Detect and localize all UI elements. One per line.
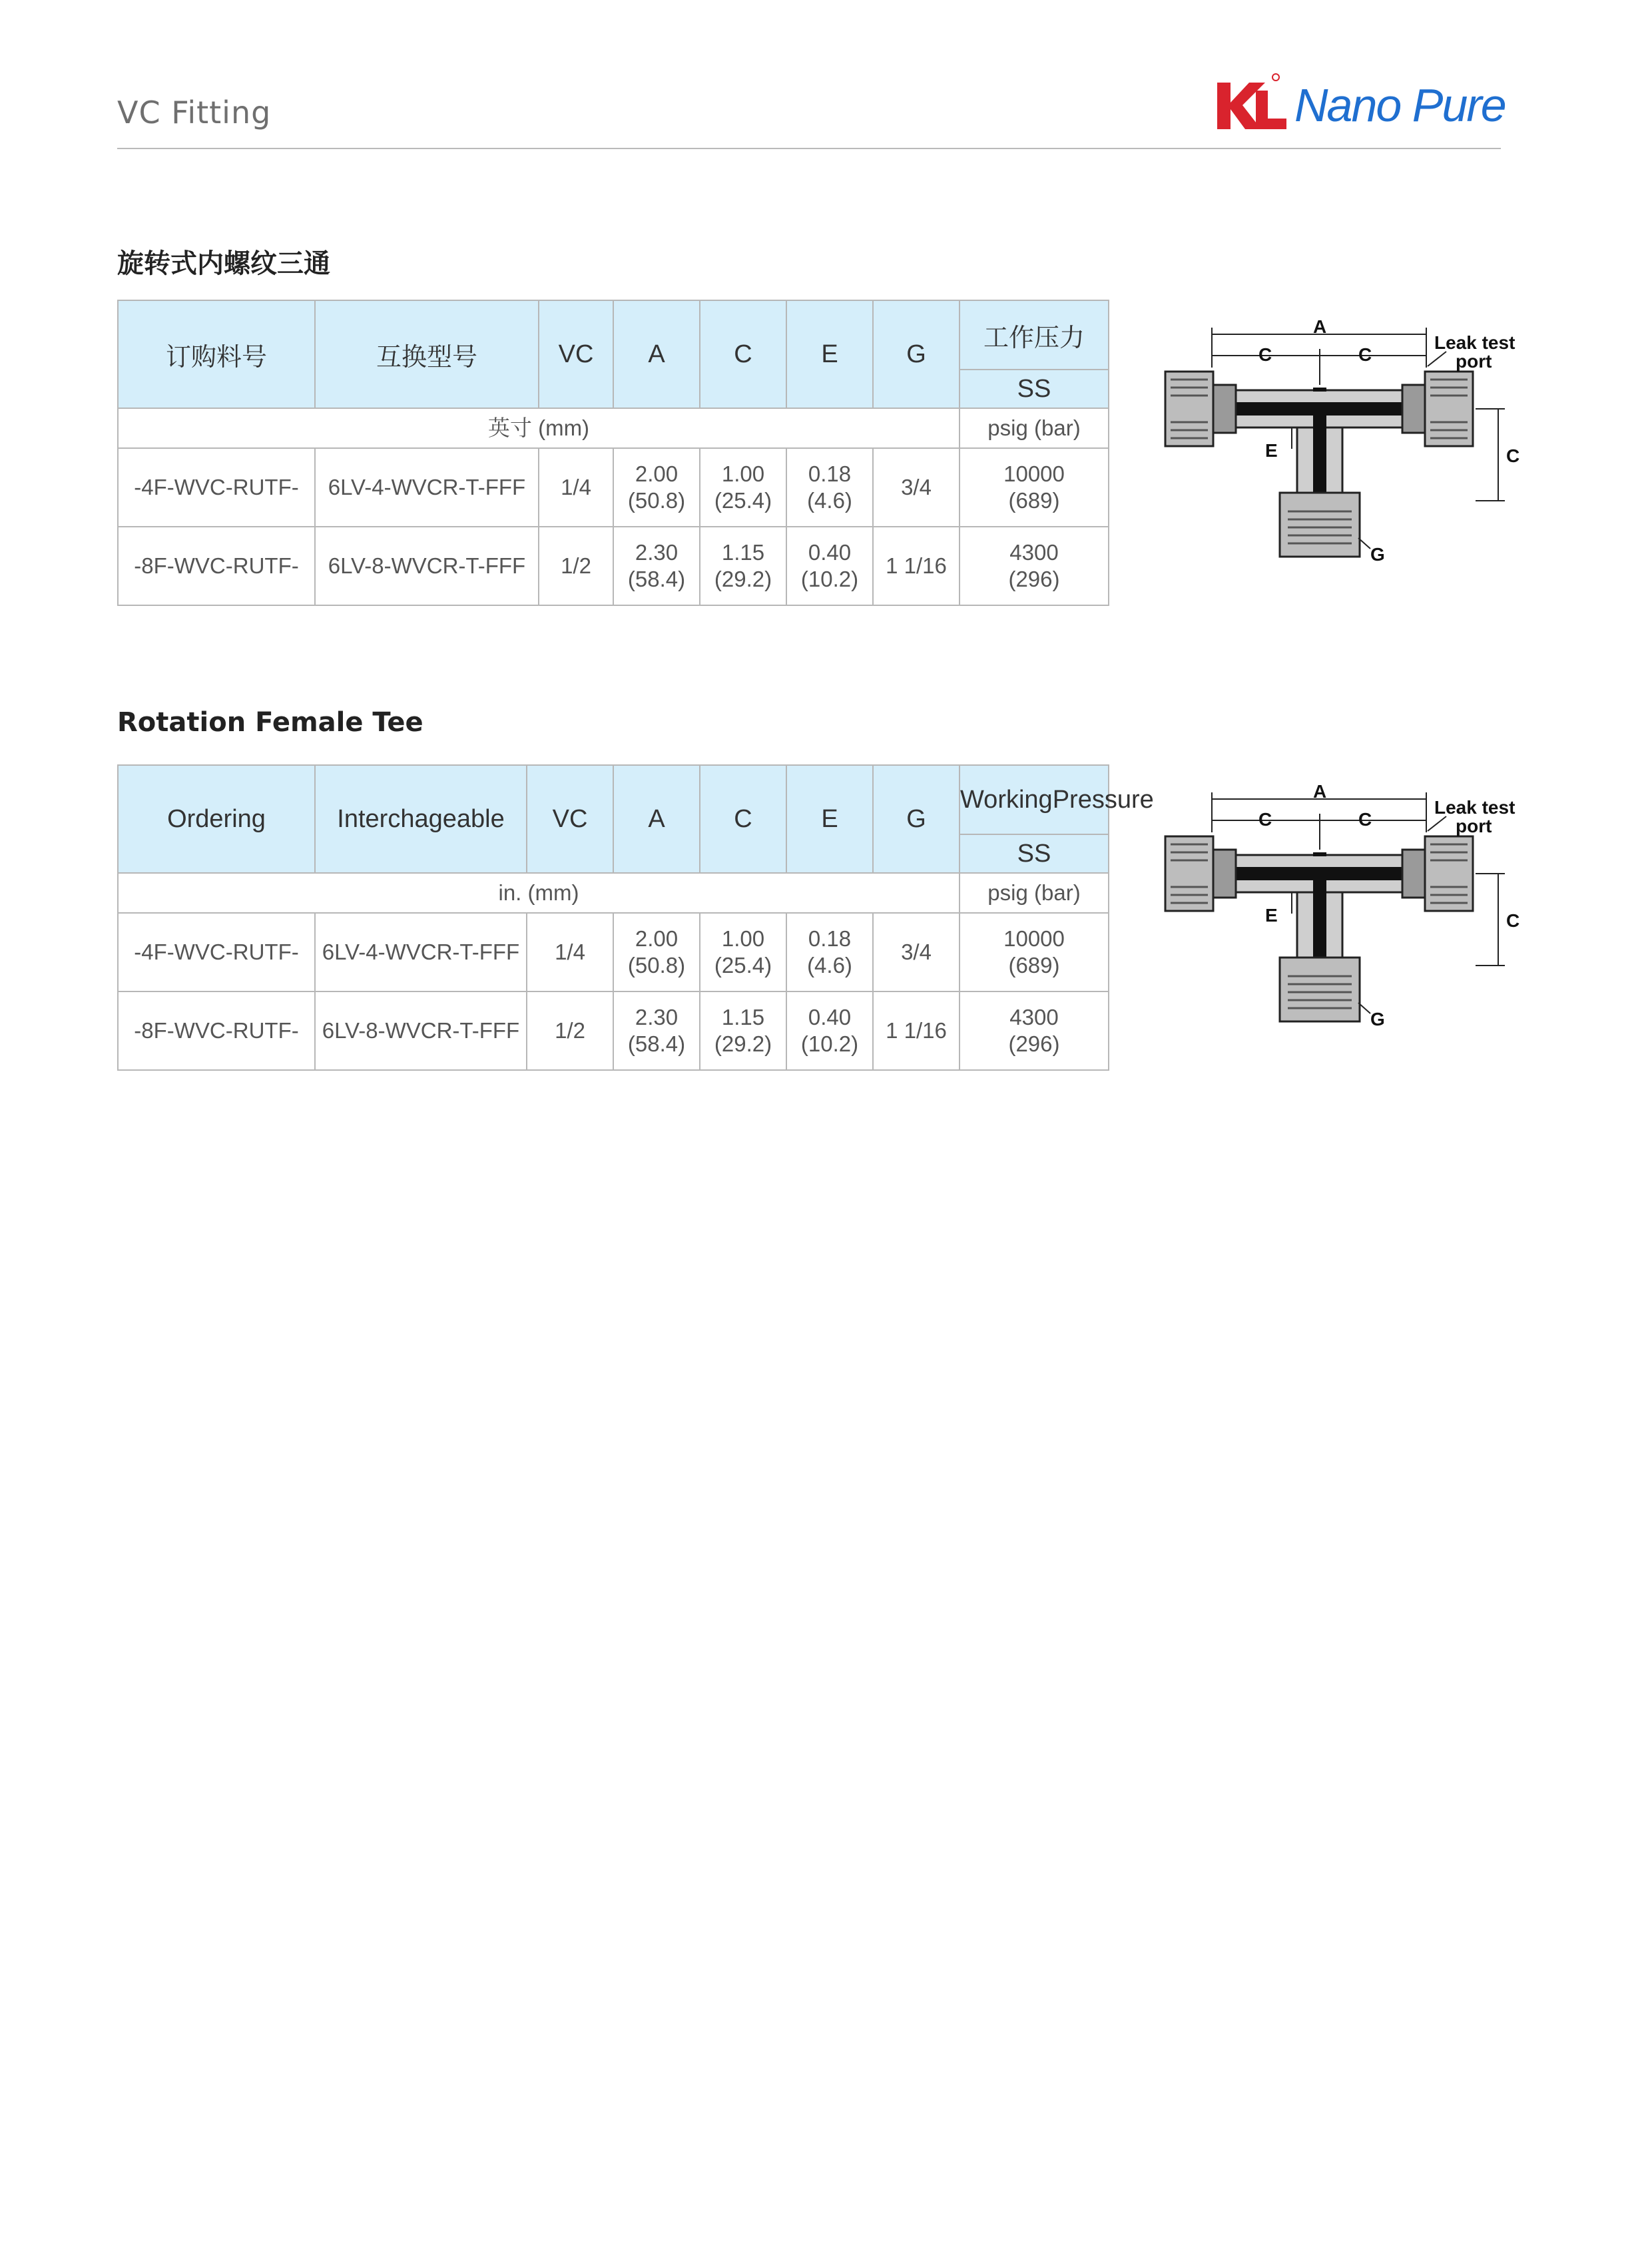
leak-test-label: Leak test: [1434, 332, 1515, 353]
header-g: G: [873, 765, 960, 873]
dim-label-c-vertical: C: [1506, 910, 1520, 931]
header-a: A: [613, 300, 700, 408]
cell-c: 1.15 (29.2): [700, 991, 786, 1070]
header-working-pressure: WorkingPressure: [960, 765, 1109, 834]
header-ordering: 订购料号: [118, 300, 315, 408]
unit-dimensions: 英寸 (mm): [118, 408, 960, 448]
dim-label-c: C: [1258, 344, 1272, 365]
unit-pressure: psig (bar): [960, 408, 1109, 448]
dim-label-c: C: [1258, 809, 1272, 830]
dim-label-c: C: [1358, 809, 1372, 830]
cell-e: 0.18 (4.6): [786, 448, 873, 527]
cell-interchangeable: 6LV-8-WVCR-T-FFF: [315, 991, 527, 1070]
cell-ordering: -8F-WVC-RUTF-: [118, 991, 315, 1070]
dim-label-e: E: [1265, 440, 1278, 461]
tee-fitting-drawing: [1159, 783, 1531, 1049]
section-title-cn: 旋转式内螺纹三通: [117, 248, 330, 279]
brand-logo: [1212, 67, 1505, 140]
cell-ordering: -4F-WVC-RUTF-: [118, 913, 315, 991]
header-vc: VC: [527, 765, 613, 873]
brand-name: Nano Pure: [1294, 79, 1506, 131]
cell-ordering: -4F-WVC-RUTF-: [118, 448, 315, 527]
header-c: C: [700, 765, 786, 873]
table-row: [118, 448, 1109, 527]
header-vc: VC: [539, 300, 613, 408]
header-c: C: [700, 300, 786, 408]
page-section-label: VC Fitting: [117, 95, 272, 131]
dim-label-c-vertical: C: [1506, 445, 1520, 466]
cell-ordering: -8F-WVC-RUTF-: [118, 527, 315, 605]
cell-a: 2.00 (50.8): [613, 448, 700, 527]
tee-fitting-diagram-cn: [1159, 318, 1531, 585]
dim-label-a: A: [1313, 783, 1327, 802]
cell-c: 1.00 (25.4): [700, 913, 786, 991]
cell-g: 1 1/16: [873, 991, 960, 1070]
cell-c: 1.00 (25.4): [700, 448, 786, 527]
cell-c: 1.15 (29.2): [700, 527, 786, 605]
cell-g: 3/4: [873, 913, 960, 991]
dim-label-g: G: [1370, 1009, 1385, 1029]
cell-g: 3/4: [873, 448, 960, 527]
leak-port-label: port: [1456, 351, 1492, 372]
header-ordering: Ordering: [118, 765, 315, 873]
dim-label-c: C: [1358, 344, 1372, 365]
unit-pressure: psig (bar): [960, 873, 1109, 913]
cell-pressure: 4300 (296): [960, 991, 1109, 1070]
cell-interchangeable: 6LV-8-WVCR-T-FFF: [315, 527, 539, 605]
cell-e: 0.18 (4.6): [786, 913, 873, 991]
cell-e: 0.40 (10.2): [786, 527, 873, 605]
table-row: [118, 913, 1109, 991]
header-e: E: [786, 300, 873, 408]
header-working-pressure: 工作压力: [960, 300, 1109, 370]
header-interchangeable: Interchageable: [315, 765, 527, 873]
header-ss: SS: [960, 834, 1109, 873]
cell-vc: 1/2: [539, 527, 613, 605]
cell-a: 2.30 (58.4): [613, 527, 700, 605]
spec-table-cn: [117, 300, 1109, 606]
header-ss: SS: [960, 370, 1109, 408]
dim-label-a: A: [1313, 318, 1327, 337]
table-row: [118, 991, 1109, 1070]
kl-logo-mark: [1212, 71, 1290, 137]
table-row: [118, 527, 1109, 605]
cell-pressure: 10000 (689): [960, 913, 1109, 991]
header-g: G: [873, 300, 960, 408]
leak-port-label: port: [1456, 816, 1492, 836]
tee-fitting-drawing: [1159, 318, 1531, 585]
cell-a: 2.00 (50.8): [613, 913, 700, 991]
header-interchangeable: 互换型号: [315, 300, 539, 408]
dim-label-g: G: [1370, 544, 1385, 565]
spec-table-en: [117, 764, 1154, 1071]
unit-dimensions: in. (mm): [118, 873, 960, 913]
cell-e: 0.40 (10.2): [786, 991, 873, 1070]
header-divider: [117, 148, 1501, 149]
cell-pressure: 10000 (689): [960, 448, 1109, 527]
leak-test-label: Leak test: [1434, 797, 1515, 818]
dim-label-e: E: [1265, 905, 1278, 926]
cell-g: 1 1/16: [873, 527, 960, 605]
cell-vc: 1/2: [527, 991, 613, 1070]
tee-fitting-diagram-en: [1159, 783, 1531, 1049]
cell-vc: 1/4: [527, 913, 613, 991]
header-e: E: [786, 765, 873, 873]
section-title-en: Rotation Female Tee: [117, 707, 423, 738]
cell-interchangeable: 6LV-4-WVCR-T-FFF: [315, 913, 527, 991]
cell-a: 2.30 (58.4): [613, 991, 700, 1070]
cell-pressure: 4300 (296): [960, 527, 1109, 605]
cell-vc: 1/4: [539, 448, 613, 527]
cell-interchangeable: 6LV-4-WVCR-T-FFF: [315, 448, 539, 527]
header-a: A: [613, 765, 700, 873]
